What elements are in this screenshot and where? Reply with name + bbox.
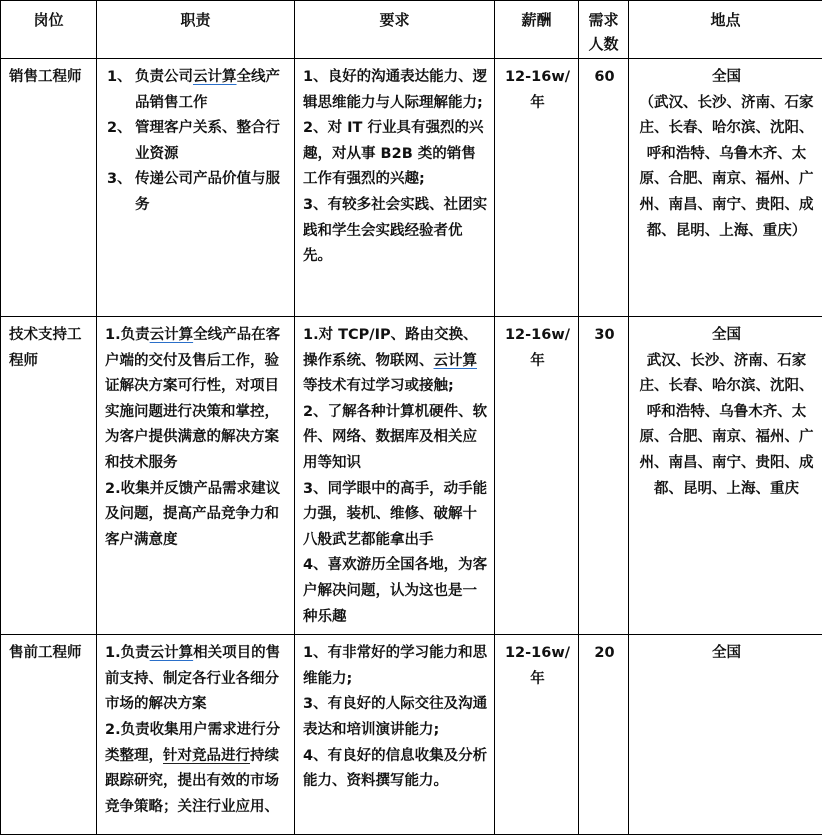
requirement-item: 3、有良好的人际交往及沟通表达和培训演讲能力;	[303, 692, 488, 743]
duty-item: 2.收集并反馈产品需求建议及问题，提高产品竞争力和客户满意度	[105, 477, 288, 554]
requirement-cell	[295, 59, 495, 317]
duty-cell	[97, 59, 295, 317]
requirement-item: 3、同学眼中的高手，动手能力强，装机、维修、破解十八般武艺都能拿出手	[303, 477, 488, 554]
location-cell	[629, 317, 822, 635]
requirement-item: 1、有非常好的学习能力和思维能力;	[303, 641, 488, 692]
table-row	[1, 59, 822, 317]
requirement-cell	[295, 635, 495, 835]
duty-item: 1、 负责公司云计算全线产品销售工作	[107, 65, 288, 116]
header-position: 岗位	[1, 1, 97, 59]
position-cell: 技术支持工程师	[1, 317, 97, 635]
cloud-computing-link: 云计算	[150, 645, 194, 661]
salary-cell: 12-16w/年	[495, 59, 579, 317]
salary-cell: 12-16w/年	[495, 635, 579, 835]
requirement-item: 1、良好的沟通表达能力、逻辑思维能力与人际理解能力;	[303, 65, 488, 116]
salary-cell: 12-16w/年	[495, 317, 579, 635]
requirement-cell	[295, 317, 495, 635]
table-row	[1, 635, 822, 835]
requirement-item: 2、了解各种计算机硬件、软件、网络、数据库及相关应用等知识	[303, 400, 488, 477]
header-count: 需求 人数	[579, 1, 629, 59]
cloud-computing-link: 云计算	[150, 327, 194, 343]
location-cell	[629, 635, 822, 835]
requirement-item: 1.对 TCP/IP、路由交换、操作系统、物联网、云计算等技术有过学习或接触;	[303, 323, 488, 400]
header-location: 地点	[629, 1, 822, 59]
header-row	[1, 1, 822, 59]
location-cell	[629, 59, 822, 317]
duty-item: 2.负责收集用户需求进行分类整理，针对竞品进行持续跟踪研究，提出有效的市场竞争策略；关注行业应用、	[105, 718, 288, 820]
duty-item: 3、 传递公司产品价值与服务	[107, 167, 288, 218]
count-cell: 60	[579, 59, 629, 317]
header-requirement: 要求	[295, 1, 495, 59]
requirement-item: 4、有良好的信息收集及分析能力、资料撰写能力。	[303, 744, 488, 795]
competitor-link: 针对竞品进行	[163, 748, 250, 764]
location-detail: （武汉、长沙、济南、石家庄、长春、哈尔滨、沈阳、呼和浩特、乌鲁木齐、太原、合肥、南京、福州、广州、南昌、南宁、贵阳、成都、昆明、上海、重庆）	[637, 91, 816, 245]
location-title: 全国	[637, 65, 816, 91]
duty-item: 2、 管理客户关系、整合行业资源	[107, 116, 288, 167]
location-title: 全国	[637, 323, 816, 349]
duty-item: 1.负责云计算相关项目的售前支持、制定各行业各细分市场的解决方案	[105, 641, 288, 718]
cloud-computing-link: 云计算	[193, 69, 237, 85]
duty-cell	[97, 317, 295, 635]
header-duty: 职责	[97, 1, 295, 59]
requirement-item: 4、喜欢游历全国各地，为客户解决问题，认为这也是一种乐趣	[303, 553, 488, 630]
position-cell: 销售工程师	[1, 59, 97, 317]
requirement-item: 2、对 IT 行业具有强烈的兴趣，对从事 B2B 类的销售工作有强烈的兴趣;	[303, 116, 488, 193]
location-title: 全国	[637, 641, 816, 667]
location-detail: 武汉、长沙、济南、石家庄、长春、哈尔滨、沈阳、呼和浩特、乌鲁木齐、太原、合肥、南京、福州、广州、南昌、南宁、贵阳、成都、昆明、上海、重庆	[637, 349, 816, 503]
table-row	[1, 317, 822, 635]
count-cell: 20	[579, 635, 629, 835]
duty-cell	[97, 635, 295, 835]
duty-item: 1.负责云计算全线产品在客户端的交付及售后工作，验证解决方案可行性，对项目实施问题进行决策和掌控，为客户提供满意的解决方案和技术服务	[105, 323, 288, 477]
count-cell: 30	[579, 317, 629, 635]
requirement-item: 3、有较多社会实践、社团实践和学生会实践经验者优先。	[303, 193, 488, 270]
header-salary: 薪酬	[495, 1, 579, 59]
position-cell: 售前工程师	[1, 635, 97, 835]
cloud-computing-link: 云计算	[434, 353, 478, 369]
